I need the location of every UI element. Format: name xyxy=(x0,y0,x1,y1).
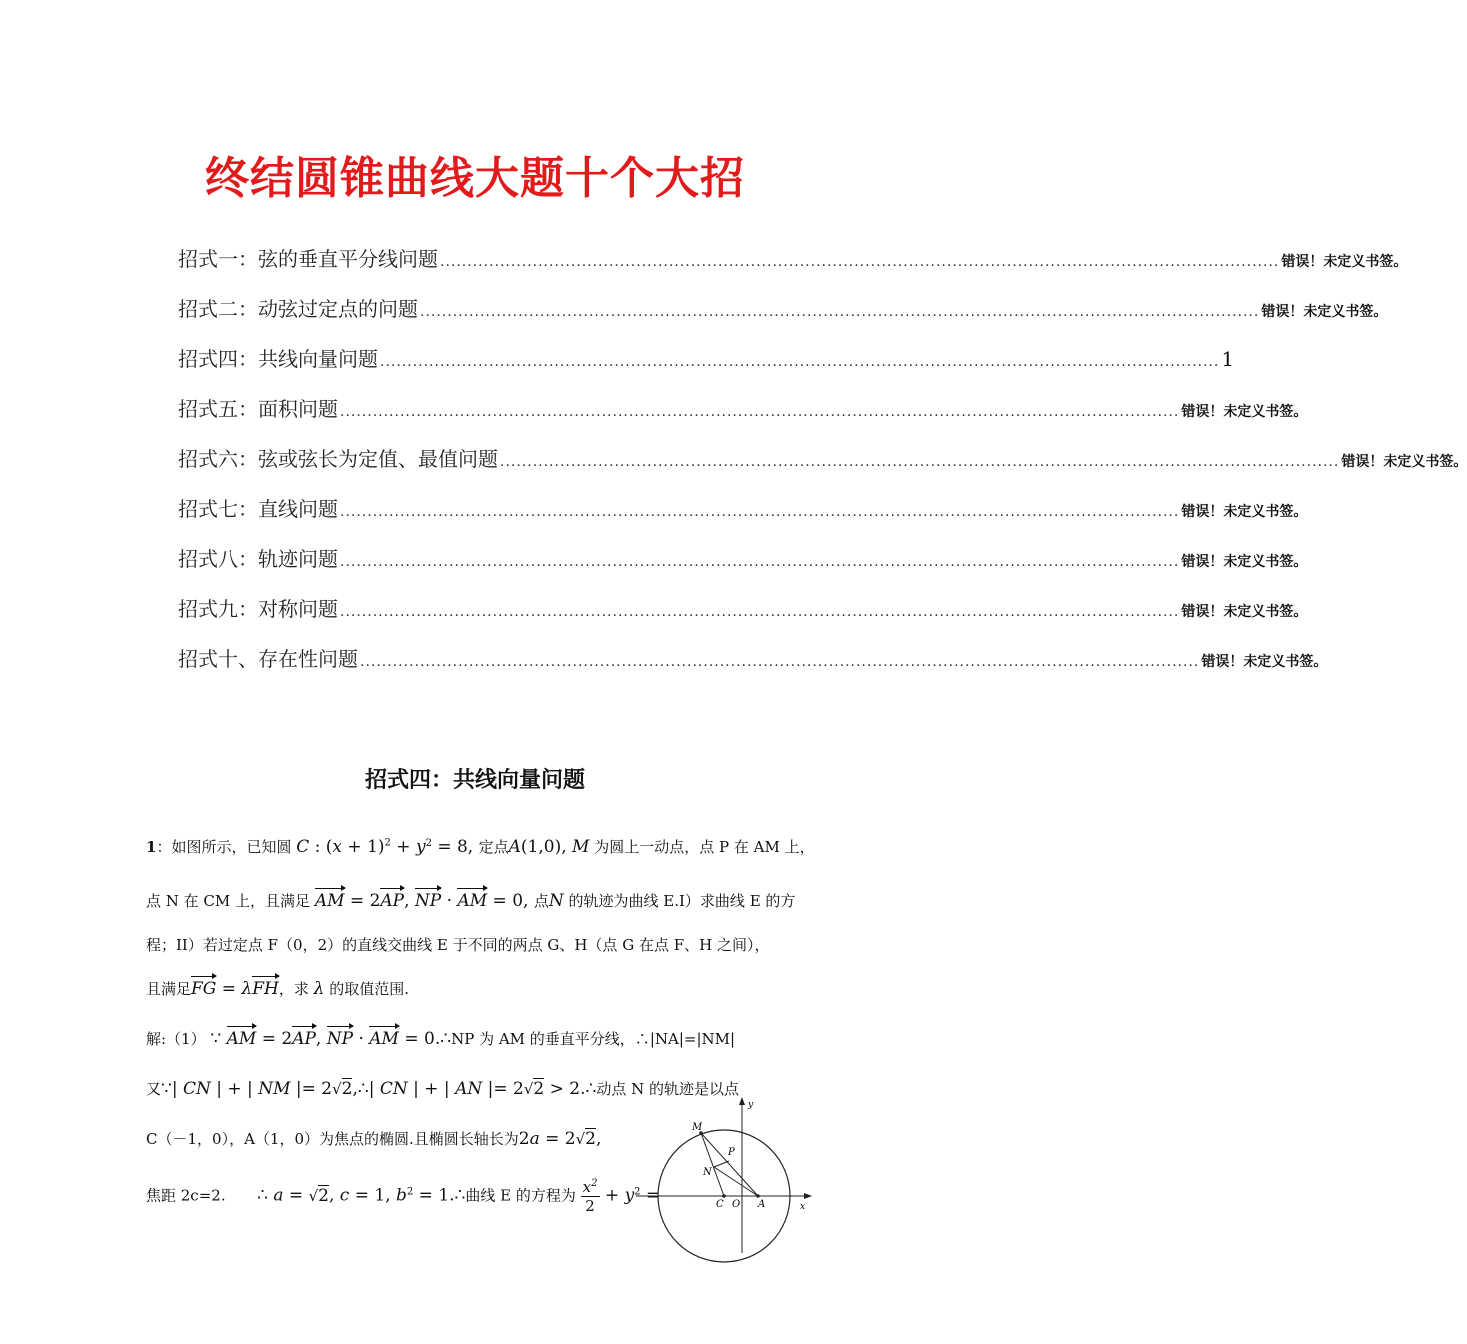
solution-text: C（－1，0），A（1，0）为焦点的椭圆.且椭圆长轴长为 xyxy=(146,1130,519,1148)
toc-entry-label: 招式六：弦或弦长为定值、最值问题 xyxy=(178,447,498,471)
problem-text: ：如图所示，已知圆 xyxy=(156,838,292,856)
solution-text: 0. xyxy=(424,1029,441,1049)
problem-text: 点 N 在 CM 上，且满足 xyxy=(146,892,311,910)
label-x: x xyxy=(800,1202,806,1212)
toc-leader: .......................................................................................................................................................... xyxy=(340,554,1180,570)
problem-line-4: 且满足FG = λFH，求 λ 的取值范围. xyxy=(146,979,410,999)
geometry-figure xyxy=(636,1095,816,1255)
toc-entry[interactable] xyxy=(178,443,1467,493)
label-y: y xyxy=(748,1100,754,1110)
toc-entry-page: 错误！未定义书签。 xyxy=(1281,254,1408,270)
point-a xyxy=(756,1194,760,1198)
segment-am xyxy=(701,1133,758,1196)
solution-line-4: 焦距 2c=2. ∴ a = √2, c = 1, $b^2$ = 1.∴曲线 E 的方程为 $\frac{x^2}{2}$ + $y^2$ = xyxy=(146,1178,661,1215)
toc-entry[interactable] xyxy=(178,243,1408,293)
fraction: $\frac{x^2}{2}$ xyxy=(582,1178,598,1215)
solution-text: 曲线 E 的方程为 xyxy=(465,1186,576,1205)
toc-leader: .......................................................................................................................................................... xyxy=(500,454,1340,470)
problem-text: 且满足 xyxy=(146,980,192,998)
toc-entry-page: 错误！未定义书签。 xyxy=(1181,504,1308,520)
problem-line-2: 点 N 在 CM 上，且满足 AM = 2AP, NP · AM = 0, 点N 的轨迹为曲线 E.I）求曲线 E 的方 xyxy=(146,891,796,911)
toc-entry-label: 招式九：对称问题 xyxy=(178,597,338,621)
label-m: M xyxy=(692,1122,703,1133)
toc-leader: .......................................................................................................................................................... xyxy=(340,604,1180,620)
point-c xyxy=(722,1194,726,1198)
math-circle-equation: C xyxy=(296,837,310,857)
toc-entry[interactable] xyxy=(178,643,1328,693)
solution-text: 又 xyxy=(146,1080,162,1098)
problem-line-1: 1：如图所示，已知圆 C : $(x + 1)^2 + y^2 = 8$, 定点A(1,0), M 为圆上一动点，点 P 在 AM 上， xyxy=(146,837,815,857)
toc-entry-page: 错误！未定义书签。 xyxy=(1201,654,1328,670)
label-n: N xyxy=(703,1167,712,1178)
toc-entry[interactable] xyxy=(178,593,1308,643)
label-p: P xyxy=(728,1147,735,1158)
solution-text: |NA|=|NM| xyxy=(649,1030,736,1048)
solution-text: NP 为 AM 的垂直平分线， xyxy=(451,1030,635,1048)
solution-line-1: 解:（1） ∵ AM = 2AP, NP · AM = 0.∴NP 为 AM 的垂直平分线，∴|NA|=|NM| xyxy=(146,1029,736,1049)
label-a: A xyxy=(758,1199,766,1210)
solution-text: 动点 N 的轨迹是以点 xyxy=(596,1080,739,1098)
toc-leader: .......................................................................................................................................................... xyxy=(340,404,1180,420)
problem-text: 为圆上一动点，点 P 在 AM 上， xyxy=(594,838,815,856)
solution-line-3: C（－1，0），A（1，0）为焦点的椭圆.且椭圆长轴长为2a = 2√2, xyxy=(146,1129,602,1149)
toc-entry[interactable] xyxy=(178,543,1308,593)
toc-entry-page: 错误！未定义书签。 xyxy=(1181,554,1308,570)
toc-entry-page: 错误！未定义书签。 xyxy=(1261,304,1388,320)
solution-text: 解:（1） xyxy=(146,1030,206,1048)
toc-leader: .......................................................................................................................................................... xyxy=(380,354,1220,370)
problem-text: 的取值范围. xyxy=(329,980,410,998)
problem-text: 定点 xyxy=(478,838,509,856)
toc-entry-page: 错误！未定义书签。 xyxy=(1181,604,1308,620)
toc-leader: .......................................................................................................................................................... xyxy=(440,254,1280,270)
problem-line-3: 程；II）若过定点 F（0，2）的直线交曲线 E 于不同的两点 G、H（点 G 在点 F、H 之间）， xyxy=(146,936,770,954)
toc-entry-page: 错误！未定义书签。 xyxy=(1341,454,1467,470)
section-heading: 招式四：共线向量问题 xyxy=(364,768,585,793)
toc-leader: .......................................................................................................................................................... xyxy=(420,304,1260,320)
toc-entry-page: 1 xyxy=(1221,347,1235,371)
segment-np xyxy=(714,1161,729,1167)
toc-entry-label: 招式十、存在性问题 xyxy=(178,647,358,671)
label-o: O xyxy=(732,1199,741,1210)
toc-entry[interactable] xyxy=(178,343,1235,393)
document-title: 终结圆锥曲线大题十个大招 xyxy=(205,153,745,204)
table-of-contents xyxy=(178,243,1467,693)
toc-entry-page: 错误！未定义书签。 xyxy=(1181,404,1308,420)
solution-line-2: 又∵| CN | + | NM |= 2√2,∴| CN | + | AN |= 2√2 > 2.∴动点 N 的轨迹是以点 xyxy=(146,1079,739,1099)
toc-entry[interactable] xyxy=(178,493,1308,543)
toc-entry-label: 招式八：轨迹问题 xyxy=(178,547,338,571)
toc-entry-label: 招式四：共线向量问题 xyxy=(178,347,378,371)
toc-entry-label: 招式五：面积问题 xyxy=(178,397,338,421)
label-c: C xyxy=(716,1199,724,1210)
x-axis-arrow-icon xyxy=(804,1193,812,1199)
toc-entry[interactable] xyxy=(178,293,1388,343)
toc-leader: .......................................................................................................................................................... xyxy=(360,654,1200,670)
toc-entry-label: 招式七：直线问题 xyxy=(178,497,338,521)
problem-number: 1 xyxy=(146,838,157,856)
solution-text: 焦距 2c=2. xyxy=(146,1186,226,1205)
y-axis-arrow-icon xyxy=(739,1097,745,1105)
toc-leader: .......................................................................................................................................................... xyxy=(340,504,1180,520)
problem-text: ，求 xyxy=(278,980,309,998)
problem-text: 的轨迹为曲线 E.I）求曲线 E 的方 xyxy=(568,892,796,910)
toc-entry[interactable] xyxy=(178,393,1308,443)
toc-entry-label: 招式一：弦的垂直平分线问题 xyxy=(178,247,438,271)
toc-entry-label: 招式二：动弦过定点的问题 xyxy=(178,297,418,321)
